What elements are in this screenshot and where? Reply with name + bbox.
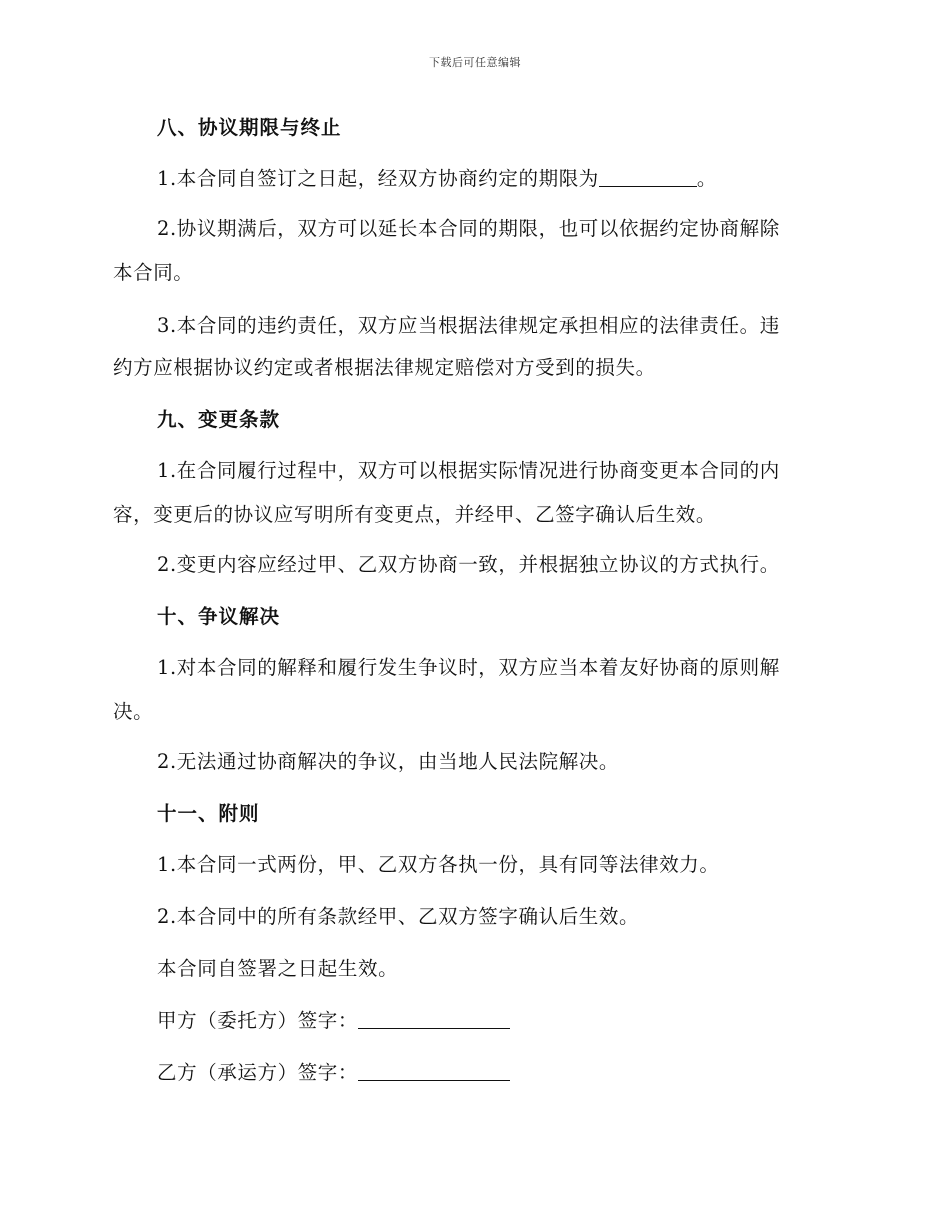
section-8-title: 八、协议期限与终止 [157,116,342,139]
party-a-signature-field[interactable] [358,1008,510,1029]
section-8-item-2-line-2: 本合同。 [113,261,194,284]
party-a-label: 甲方（委托方）签字： [157,1009,359,1032]
section-8-item-1-text: 1.本合同自签订之日起，经双方协商约定的期限为 [157,167,599,190]
section-10-item-2: 2.无法通过协商解决的争议，由当地人民法院解决。 [157,750,620,773]
section-10-item-1-line-2: 决。 [113,700,154,723]
section-11-title: 十一、附则 [157,802,260,825]
section-10-item-1-line-1: 1.对本合同的解释和履行发生争议时，双方应当本着友好协商的原则解 [157,656,780,679]
party-b-label: 乙方（承运方）签字： [157,1061,359,1084]
section-9-item-2: 2.变更内容应经过甲、乙双方协商一致，并根据独立协议的方式执行。 [157,553,780,576]
section-11-item-2: 2.本合同中的所有条款经甲、乙双方签字确认后生效。 [157,905,640,928]
section-9-title: 九、变更条款 [157,408,281,431]
section-8-item-3-line-1: 3.本合同的违约责任，双方应当根据法律规定承担相应的法律责任。违 [157,314,780,337]
section-8-item-1 [157,165,833,193]
section-8-item-1-end: 。 [696,167,718,190]
party-a-signature-row [157,1007,833,1035]
section-9-item-1-line-1: 1.在合同履行过程中，双方可以根据实际情况进行协商变更本合同的内 [157,459,780,482]
effective-statement: 本合同自签署之日起生效。 [157,957,399,980]
party-b-signature-row [157,1059,833,1087]
section-10-title: 十、争议解决 [157,605,281,628]
section-8-item-3-line-2: 约方应根据协议约定或者根据法律规定赔偿对方受到的损失。 [113,356,656,379]
term-blank-field[interactable] [599,166,697,187]
section-9-item-1-line-2: 容，变更后的协议应写明所有变更点，并经甲、乙签字确认后生效。 [113,503,717,526]
party-b-signature-field[interactable] [358,1060,510,1081]
section-11-item-1: 1.本合同一式两份，甲、乙双方各执一份，具有同等法律效力。 [157,853,720,876]
section-8-item-2-line-1: 2.协议期满后，双方可以延长本合同的期限，也可以依据约定协商解除 [157,217,780,240]
page-header: 下载后可任意编辑 [429,56,521,69]
